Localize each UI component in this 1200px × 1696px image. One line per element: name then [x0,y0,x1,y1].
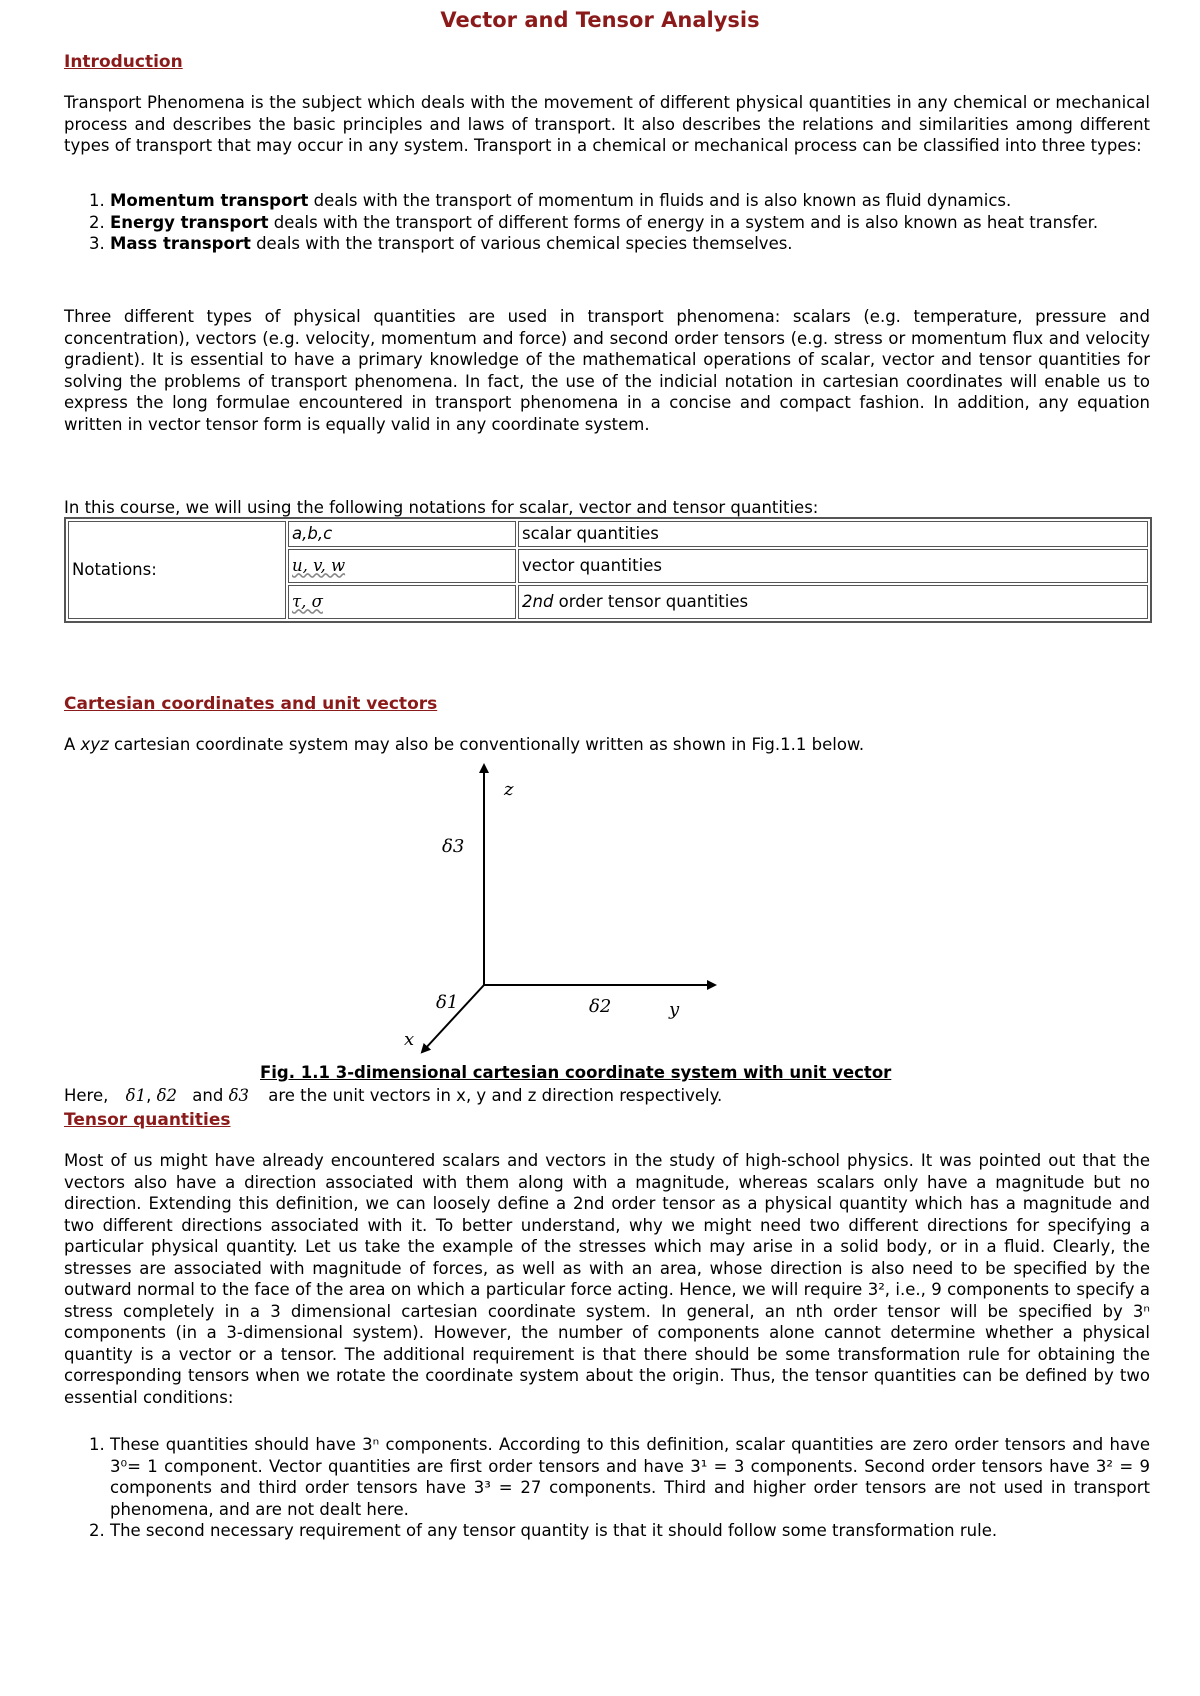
tensor-conditions-list [64,1434,1150,1542]
coordinate-diagram [394,760,764,1060]
list-item: 1. Momentum transport deals with the transport of momentum in fluids and is also known as fluid dynamics. [110,190,1150,212]
list-item: 3. Mass transport deals with the transport of various chemical species themselves. [110,233,1150,255]
tensor-paragraph: Most of us might have already encountered scalars and vectors in the study of high-school physics. It was pointed out that the vectors also have a direction associated with them along with a magnitude, whereas scalars only have a magnitude but no direction. Extending this definition, we can loosely define a 2nd order tensor as a physical quantity which has a magnitude and two different directions associated with it. To better understand, why we might need two different directions for specifying a particular physical quantity. Let us take the example of the stresses which may arise in a solid body, or in a fluid. Clearly, the stresses are associated with magnitude of forces, as well as with an area, whose direction is also need to be specified by the outward normal to the face of the area on which a particular force acting. Hence, we will require 3², i.e., 9 components to specify a stress completely in a 3 dimensional cartesian coordinate system. In general, an nth order tensor will be specified by 3ⁿ components (in a 3-dimensional system). However, the number of components alone cannot determine whether a physical quantity is a vector or a tensor. The additional requirement is that there should be some transformation rule for obtaining the corresponding tensors when we rotate the coordinate system about the origin. Thus, the tensor quantities can be defined by two essential conditions: [64,1151,1150,1407]
delta3-label: δ3 [442,836,465,857]
unit-vectors-sentence: Here, δ1, δ2 and δ3 are the unit vectors in x, y and z direction respectively. [64,1086,723,1105]
tensor-heading: Tensor quantities [64,1110,231,1130]
x-label: x [404,1029,415,1050]
desc-scalar: scalar quantities [518,521,1148,547]
introduction-heading: Introduction [64,52,183,72]
cartesian-intro: A xyz cartesian coordinate system may also be conventionally written as shown in Fig.1.1 below. [64,735,865,754]
cartesian-heading: Cartesian coordinates and unit vectors [64,694,438,714]
intro-paragraph: Transport Phenomena is the subject which deals with the movement of different physical quantities in any chemical or mechanical process and describes the basic principles and laws of transport. It also describes the relations and similarities among different types of transport that may occur in any system. Transport in a chemical or mechanical process can be classified into three types: [64,93,1150,155]
desc-vector: vector quantities [518,549,1148,583]
delta1-label: δ1 [436,992,459,1013]
notation-table [64,517,1152,623]
list-item: 1. These quantities should have 3ⁿ components. According to this definition, scalar quantities are zero order tensors and have 3⁰= 1 component. Vector quantities are first order tensors and have 3¹ = 3 components. Second order tensors have 3² = 9 components and third order tensors have 3³ = 27 components. Third and higher order tensors are not used in transport phenomena, and are not dealt here. [110,1434,1150,1520]
desc-tensor: 2nd order tensor quantities [518,585,1148,619]
z-label: z [504,779,514,800]
symbol-tensor: τ, σ [288,585,516,619]
figure-caption: Fig. 1.1 3-dimensional cartesian coordinate system with unit vector [260,1063,892,1082]
transport-types-list [64,190,1150,255]
symbol-vector: u, v, w [288,549,516,583]
list-item: 2. The second necessary requirement of any tensor quantity is that it should follow some transformation rule. [110,1520,1150,1542]
notation-label: Notations: [68,521,286,619]
list-item: 2. Energy transport deals with the transport of different forms of energy in a system and is also known as heat transfer. [110,212,1150,234]
notation-intro: In this course, we will using the following notations for scalar, vector and tensor quantities: [64,498,819,517]
page-title: Vector and Tensor Analysis [440,8,760,32]
quantities-paragraph: Three different types of physical quantities are used in transport phenomena: scalars (e.g. temperature, pressure and concentration), vectors (e.g. velocity, momentum and force) and second order tensors (e.g. stress or momentum flux and velocity gradient). It is essential to have a primary knowledge of the mathematical operations of scalar, vector and tensor quantities for solving the problems of transport phenomena. In fact, the use of the indicial notation in cartesian coordinates will enable us to express the long formulae encountered in transport phenomena in a concise and compact fashion. In addition, any equation written in vector tensor form is equally valid in any coordinate system. [64,307,1150,434]
delta2-label: δ2 [589,996,612,1017]
symbol-scalar: a,b,c [288,521,516,547]
y-label: y [669,999,680,1020]
